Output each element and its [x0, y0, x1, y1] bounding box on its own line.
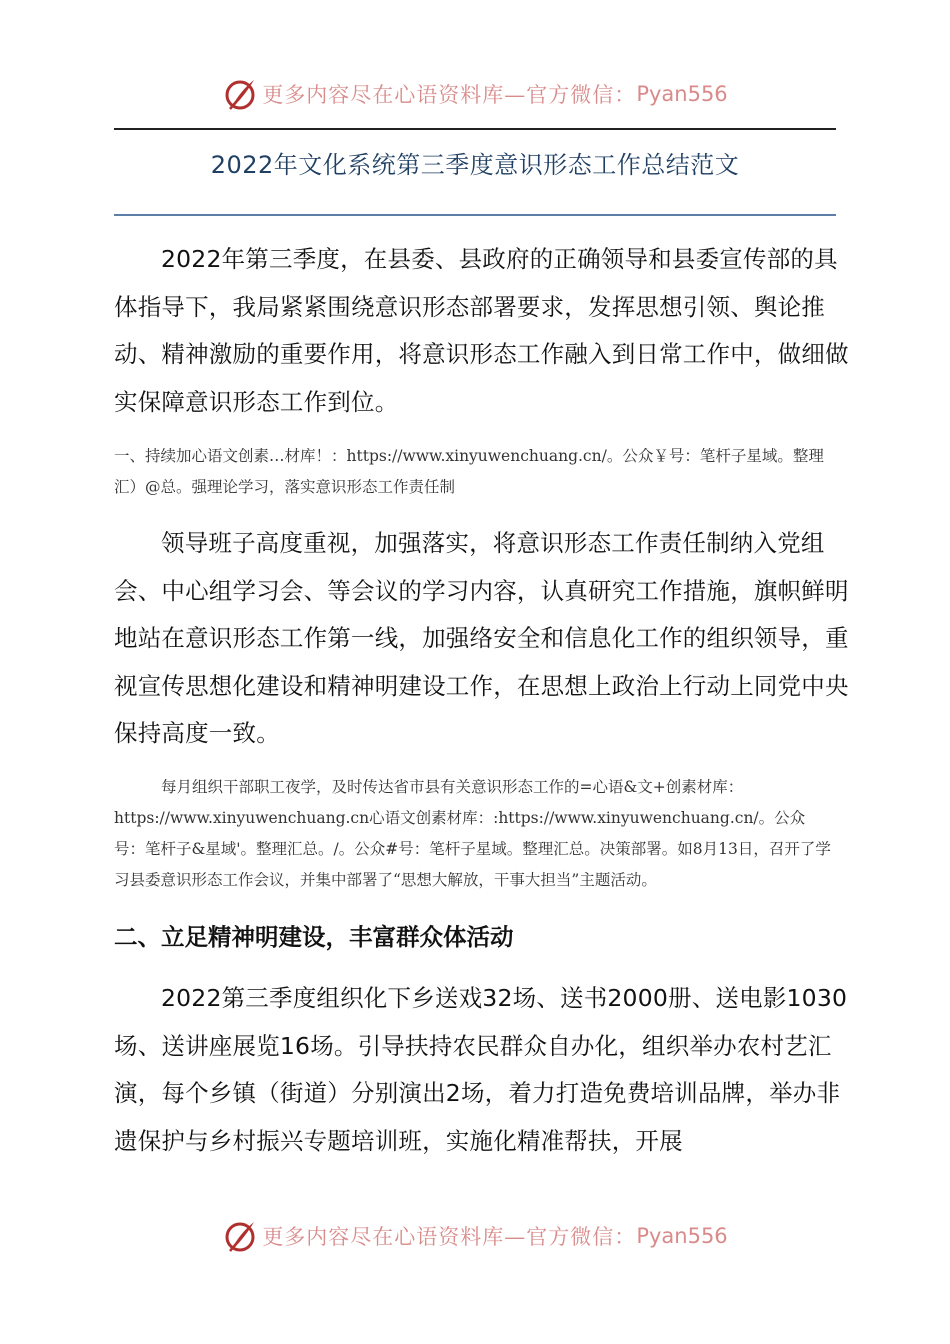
paragraph-3: 2022第三季度组织化下乡送戏32场、送书2000册、送电影1030场、送讲座展览16场。引导扶持农民群众自办化，组织举办农村艺汇演，每个乡镇（街道）分别演出2场，着力打造免费培训品牌，举办非遗保护与乡村振兴专题培训班，实施化精准帮扶，开展 [114, 984, 848, 1155]
paragraph-3-block [114, 975, 850, 1165]
quill-logo-icon [222, 76, 258, 112]
header-rule [114, 128, 836, 130]
quill-logo-icon [222, 1218, 258, 1254]
note-2-block [114, 772, 850, 896]
intro-paragraph: 2022年第三季度，在县委、县政府的正确领导和县委宣传部的具体指导下，我局紧紧围绕意识形态部署要求，发挥思想引领、舆论推动、精神激励的重要作用，将意识形态工作融入到日常工作中，做细做实保障意识形态工作到位。 [114, 245, 849, 416]
intro-paragraph-block [114, 236, 850, 426]
paragraph-2-block [114, 520, 850, 758]
note-paragraph-2: 每月组织干部职工夜学，及时传达省市县有关意识形态工作的=心语&文+创素材库：https://www.xinyuwenchuang.cn心语文创素材库：:https://www.xinyuwenchuang.cn/。公众号：笔杆子&星域'。整理汇总。/。公众#号：笔杆子星域。整理汇总。决策部署。如8月13日，召开了学习县委意识形态工作会议，并集中部署了“思想大解放，干事大担当”主题活动。 [114, 778, 831, 889]
document-title: 2022年文化系统第三季度意识形态工作总结范文 [210, 151, 740, 179]
note-1-block [114, 441, 850, 503]
footer-wechat-id: Pyan556 [636, 1224, 728, 1248]
title-rule [114, 214, 836, 216]
footer-banner-text: 更多内容尽在心语资料库—官方微信： [262, 1225, 637, 1249]
note-paragraph-1: 一、持续加心语文创素…材库！：https://www.xinyuwenchuang.cn/。公众￥号：笔杆子星域。整理汇）@总。强理论学习，落实意识形态工作责任制 [114, 447, 824, 496]
footer-banner [0, 1216, 950, 1256]
banner-text: 更多内容尽在心语资料库—官方微信： [262, 83, 637, 107]
paragraph-2: 领导班子高度重视，加强落实，将意识形态工作责任制纳入党组会、中心组学习会、等会议的学习内容，认真研究工作措施，旗帜鲜明地站在意识形态工作第一线，加强络安全和信息化工作的组织领导，重视宣传思想化建设和精神明建设工作，在思想上政治上行动上同党中央保持高度一致。 [114, 529, 849, 747]
wechat-id: Pyan556 [636, 82, 728, 106]
header-banner [0, 74, 950, 114]
section-heading-2: 二、立足精神明建设，丰富群众体活动 [114, 923, 514, 951]
heading-2-block [114, 918, 850, 952]
